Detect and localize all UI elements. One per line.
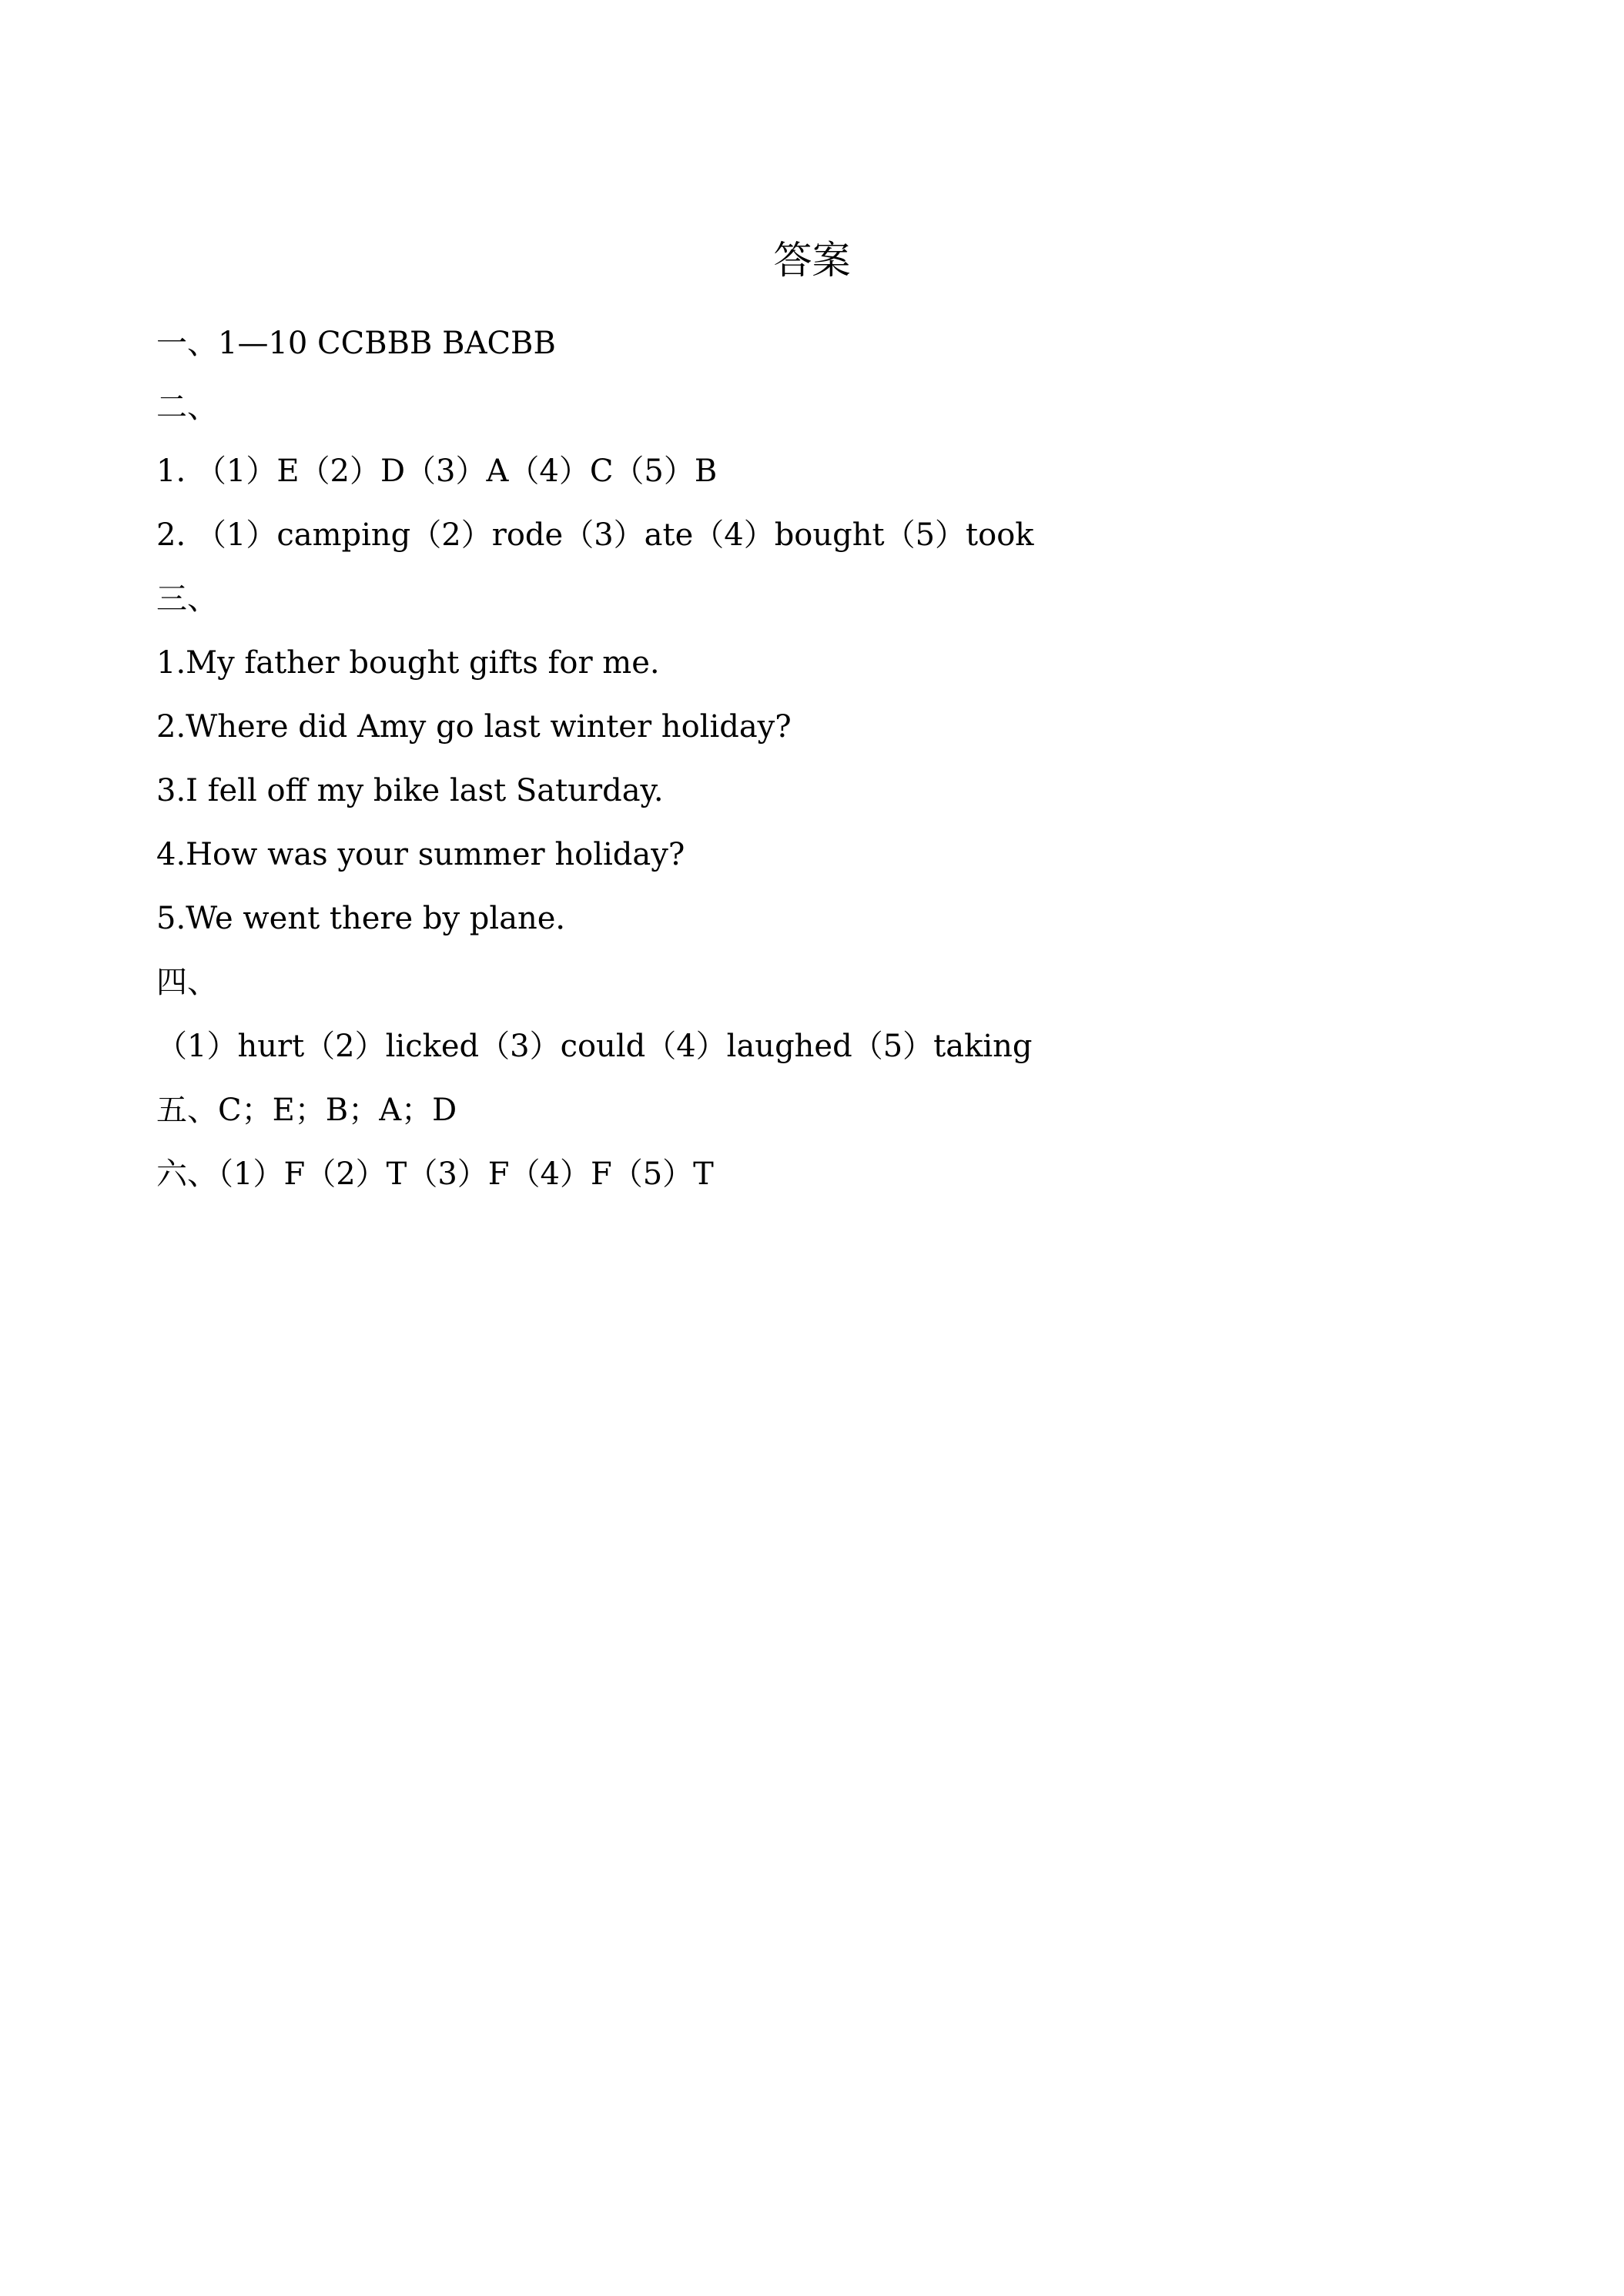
- section-4-heading: 四、: [156, 965, 218, 1000]
- section-3-answer-5: 5.We went there by plane．: [156, 901, 587, 936]
- section-2-part-2-answers: 2. （1）camping（2）rode（3）ate（4）bought（5）took: [156, 517, 1034, 553]
- section-3-heading: 三、: [156, 581, 218, 617]
- section-3-answer-1: 1.My father bought gifts for me.: [156, 645, 660, 681]
- section-2-part-1-answers: 1. （1）E（2）D（3）A（4）C（5）B: [156, 454, 718, 489]
- answer-list: [156, 312, 1504, 1207]
- section-5-answers: 五、C；E；B；A；D: [156, 1093, 457, 1128]
- section-3-answer-3: 3.I fell off my bike last Saturday.: [156, 773, 664, 808]
- section-2-heading: 二、: [156, 390, 218, 425]
- section-3-answer-2: 2.Where did Amy go last winter holiday?: [156, 709, 792, 745]
- section-1-answers: 一、1—10 CCBBB BACBB: [156, 326, 556, 361]
- section-3-answer-4: 4.How was your summer holiday?: [156, 837, 685, 872]
- section-6-answers: 六、（1）F（2）T（3）F（4）F（5）T: [156, 1156, 714, 1192]
- section-4-answers: （1）hurt（2）licked（3）could（4）laughed（5）taking: [156, 1029, 1033, 1064]
- page-title: 答案: [773, 238, 851, 283]
